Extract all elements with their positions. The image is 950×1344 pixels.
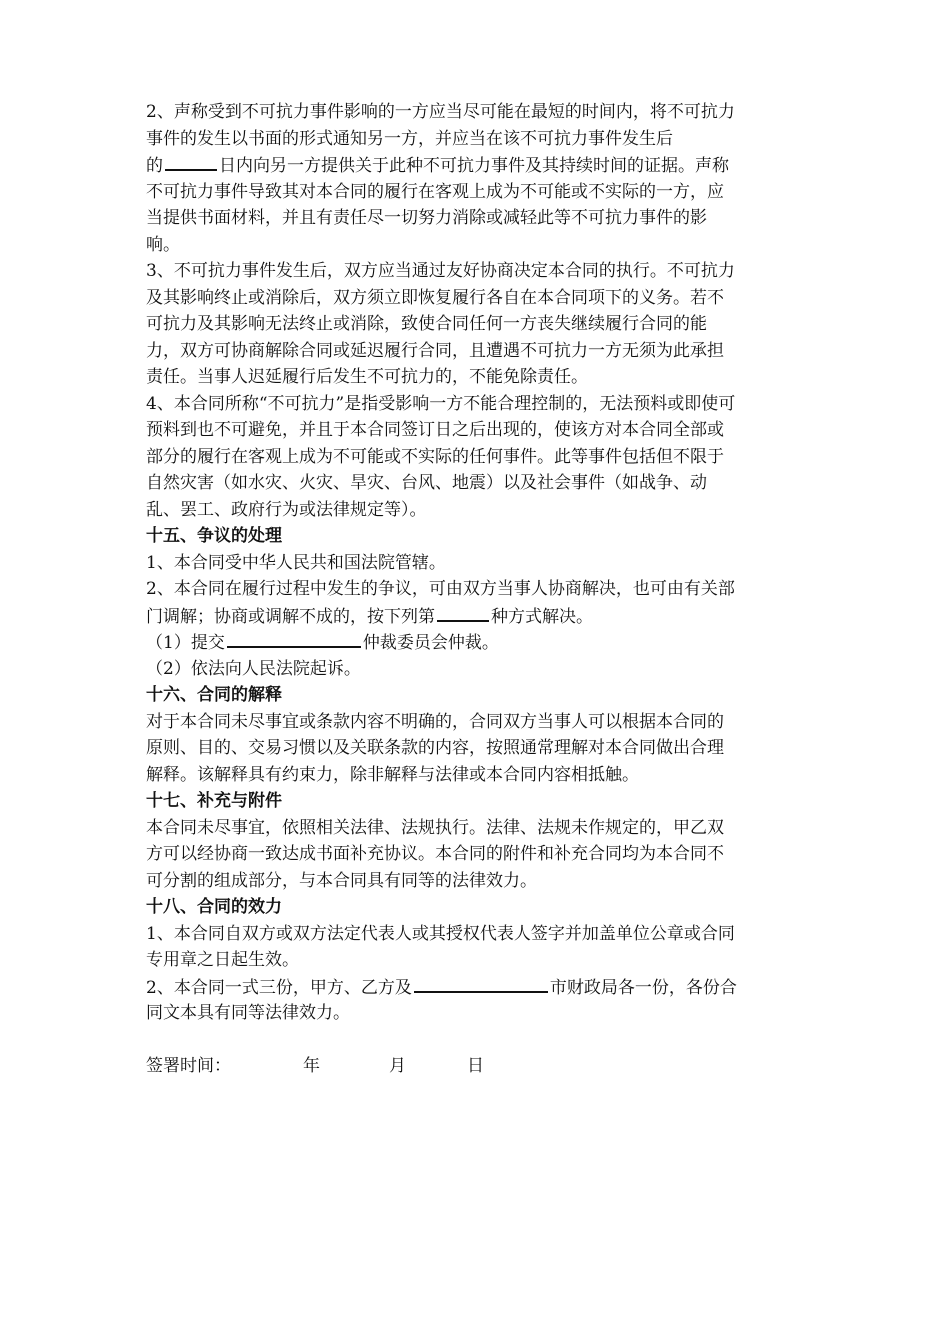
paragraph-line: 乱、罢工、政府行为或法律规定等）。 (146, 499, 427, 520)
paragraph-line: 专用章之日起生效。 (146, 950, 299, 970)
paragraph-line: 本合同未尽事宜，依照相关法律、法规执行。法律、法规未作规定的，甲乙双 (146, 817, 724, 838)
contract-body (146, 99, 816, 1080)
paragraph-line: 可抗力及其影响无法终止或消除，致使合同任何一方丧失继续履行合同的能 (146, 314, 707, 334)
signature-day: 日 (467, 1056, 484, 1076)
section-heading: 十五、争议的处理 (146, 526, 282, 546)
paragraph-line: 部分的履行在客观上成为不可能或不实际的任何事件。此等事件包括但不限于 (146, 446, 724, 467)
paragraph-line: 解释。该解释具有约束力，除非解释与法律或本合同内容相抵触。 (146, 764, 639, 785)
paragraph-line: 预料到也不可避免，并且于本合同签订日之后出现的，使该方对本合同全部或 (146, 420, 724, 440)
section-heading: 十七、补充与附件 (146, 791, 282, 811)
force-majeure-clause-4 (146, 391, 816, 524)
paragraph-line (146, 152, 816, 179)
paragraph-line (146, 629, 816, 656)
finance-bureau-blank[interactable] (414, 974, 548, 993)
paragraph-line: 1、本合同自双方或双方法定代表人或其授权代表人签字并加盖单位公章或合同 (146, 923, 735, 944)
paragraph-line: 及其影响终止或消除后，双方须立即恢复履行各自在本合同项下的义务。若不 (146, 287, 724, 308)
dispute-section (146, 523, 816, 682)
force-majeure-clause-2 (146, 99, 816, 258)
interpretation-section (146, 682, 816, 788)
validity-section (146, 894, 816, 1027)
signature-year: 年 (303, 1056, 320, 1076)
line-text: 市财政局各一份，各份合 (549, 977, 737, 998)
paragraph-line: （2）依法向人民法院起诉。 (146, 658, 361, 679)
paragraph-line (146, 603, 816, 630)
line-text: 2、本合同一式三份，甲方、乙方及 (146, 977, 412, 998)
signature-date-row (146, 1053, 816, 1080)
paragraph-line: 4、本合同所称“不可抗力”是指受影响一方不能合理控制的，无法预料或即使可 (146, 393, 736, 414)
section-heading: 十八、合同的效力 (146, 897, 282, 917)
paragraph-line: 2、本合同在履行过程中发生的争议，可由双方当事人协商解决，也可由有关部 (146, 579, 735, 599)
line-text: 仲裁委员会仲裁。 (362, 633, 499, 653)
paragraph-line: 3、不可抗力事件发生后，双方应当通过友好协商决定本合同的执行。不可抗力 (146, 261, 735, 281)
paragraph-line: 自然灾害（如水灾、火灾、旱灾、台风、地震）以及社会事件（如战争、动 (146, 473, 707, 493)
paragraph-line: 同文本具有同等法律效力。 (146, 1003, 350, 1023)
paragraph-line (146, 974, 816, 1001)
signature-date-label: 签署时间： (146, 1056, 231, 1076)
resolution-method-blank[interactable] (437, 603, 489, 622)
force-majeure-clause-3 (146, 258, 816, 391)
paragraph-line: 不可抗力事件导致其对本合同的履行在客观上成为不可能或不实际的一方，应 (146, 181, 724, 202)
notice-days-blank[interactable] (165, 152, 217, 171)
line-text: 的 (146, 156, 163, 176)
paragraph-line: 原则、目的、交易习惯以及关联条款的内容，按照通常理解对本合同做出合理 (146, 738, 724, 758)
paragraph-line: 当提供书面材料，并且有责任尽一切努力消除或减轻此等不可抗力事件的影 (146, 208, 707, 228)
paragraph-line: 2、声称受到不可抗力事件影响的一方应当尽可能在最短的时间内，将不可抗力 (146, 102, 735, 122)
line-text: 种方式解决。 (491, 606, 593, 627)
paragraph-line: 事件的发生以书面的形式通知另一方，并应当在该不可抗力事件发生后 (146, 128, 673, 149)
section-heading: 十六、合同的解释 (146, 685, 282, 705)
paragraph-line: 方可以经协商一致达成书面补充协议。本合同的附件和补充合同均为本合同不 (146, 844, 724, 864)
paragraph-line: 可分割的组成部分，与本合同具有同等的法律效力。 (146, 870, 537, 891)
paragraph-line: 对于本合同未尽事宜或条款内容不明确的，合同双方当事人可以根据本合同的 (146, 711, 724, 732)
paragraph-line: 响。 (146, 234, 180, 255)
paragraph-line: 力，双方可协商解除合同或延迟履行合同，且遭遇不可抗力一方无须为此承担 (146, 340, 724, 361)
blank-line (146, 1027, 816, 1054)
signature-month: 月 (389, 1056, 406, 1076)
arbitration-commission-blank[interactable] (227, 629, 361, 648)
paragraph-line: 责任。当事人迟延履行后发生不可抗力的，不能免除责任。 (146, 367, 588, 387)
line-text: 日内向另一方提供关于此种不可抗力事件及其持续时间的证据。声称 (219, 156, 729, 176)
line-text: 门调解；协商或调解不成的，按下列第 (146, 606, 435, 627)
supplement-section (146, 788, 816, 894)
line-text: （1）提交 (146, 633, 225, 653)
paragraph-line: 1、本合同受中华人民共和国法院管辖。 (146, 552, 446, 573)
